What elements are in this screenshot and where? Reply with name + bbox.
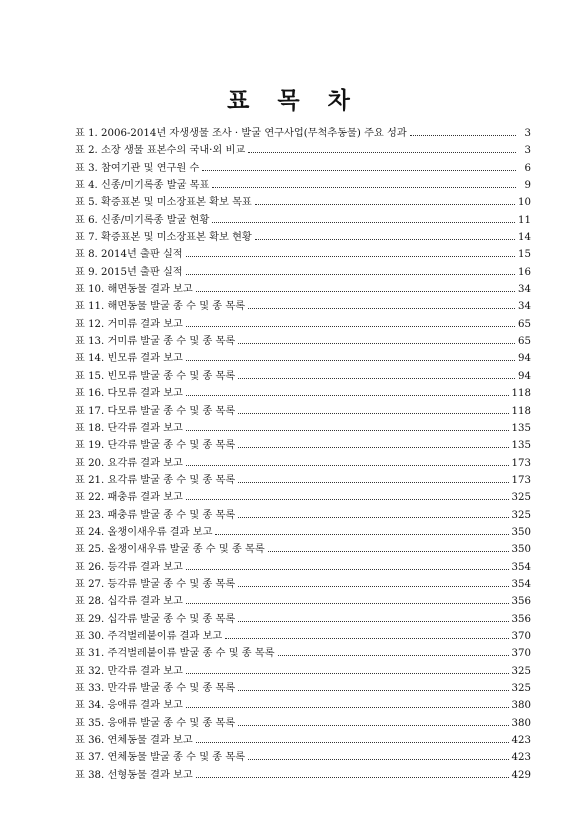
dot-leader bbox=[238, 378, 515, 379]
toc-entry[interactable] bbox=[75, 420, 531, 437]
dot-leader bbox=[238, 586, 508, 587]
toc-entry-label: 표 18. 단각류 결과 보고 bbox=[75, 422, 183, 434]
toc-entry-label: 표 26. 등각류 결과 보고 bbox=[75, 561, 183, 573]
toc-entry-page-number: 9 bbox=[524, 180, 531, 192]
toc-entry-label: 표 32. 만각류 결과 보고 bbox=[75, 665, 183, 677]
toc-entry-label: 표 17. 다모류 발굴 종 수 및 종 목록 bbox=[75, 405, 236, 417]
toc-entry[interactable] bbox=[75, 281, 531, 298]
toc-entry-label: 표 2. 소장 생물 표본수의 국내·외 비교 bbox=[75, 145, 246, 157]
toc-entry[interactable] bbox=[75, 697, 531, 714]
dot-leader bbox=[238, 482, 508, 483]
toc-entry[interactable] bbox=[75, 455, 531, 472]
toc-entry-label: 표 38. 선형동물 결과 보고 bbox=[75, 769, 193, 781]
toc-entry-label: 표 33. 만각류 발굴 종 수 및 종 목록 bbox=[75, 683, 236, 694]
dot-leader bbox=[255, 204, 515, 205]
toc-entry[interactable] bbox=[75, 212, 531, 229]
toc-entry[interactable] bbox=[75, 177, 531, 194]
toc-entry[interactable] bbox=[75, 142, 531, 159]
toc-entry-page-number: 34 bbox=[518, 284, 531, 296]
toc-entry-page-number: 325 bbox=[511, 683, 531, 694]
page-title: 표 목 차 bbox=[227, 87, 360, 114]
toc-entry-page-number: 356 bbox=[511, 613, 531, 625]
toc-entry-label: 표 19. 단각류 발굴 종 수 및 종 목록 bbox=[75, 440, 236, 452]
toc-entry[interactable] bbox=[75, 767, 531, 784]
toc-entry-page-number: 94 bbox=[518, 370, 531, 382]
dot-leader bbox=[186, 360, 515, 361]
dot-leader bbox=[186, 673, 509, 674]
table-of-tables-list bbox=[75, 125, 531, 784]
toc-entry[interactable] bbox=[75, 333, 531, 350]
toc-entry[interactable] bbox=[75, 472, 531, 489]
toc-entry-page-number: 65 bbox=[518, 318, 531, 330]
toc-entry-label: 표 30. 주걱벌레붙이류 결과 보고 bbox=[75, 630, 223, 642]
toc-entry-page-number: 94 bbox=[518, 353, 531, 365]
toc-entry[interactable] bbox=[75, 316, 531, 333]
toc-entry[interactable] bbox=[75, 229, 531, 246]
dot-leader bbox=[248, 759, 509, 760]
toc-entry[interactable] bbox=[75, 298, 531, 315]
dot-leader bbox=[186, 274, 515, 275]
toc-entry[interactable] bbox=[75, 663, 531, 680]
toc-entry-label: 표 34. 응애류 결과 보고 bbox=[75, 700, 183, 712]
toc-entry-page-number: 135 bbox=[511, 440, 531, 452]
toc-entry-label: 표 15. 빈모류 발굴 종 수 및 종 목록 bbox=[75, 370, 236, 382]
toc-entry-page-number: 370 bbox=[511, 630, 531, 642]
dot-leader bbox=[248, 308, 515, 309]
toc-entry-label: 표 12. 거미류 결과 보고 bbox=[75, 318, 183, 330]
toc-entry-label: 표 35. 응애류 발굴 종 수 및 종 목록 bbox=[75, 717, 236, 729]
dot-leader bbox=[212, 222, 515, 223]
toc-entry-page-number: 173 bbox=[511, 457, 531, 469]
toc-entry-page-number: 3 bbox=[524, 128, 531, 139]
dot-leader bbox=[186, 569, 509, 570]
dot-leader bbox=[225, 638, 508, 639]
toc-entry-label: 표 25. 올챙이새우류 발굴 종 수 및 종 목록 bbox=[75, 544, 265, 556]
dot-leader bbox=[186, 256, 515, 257]
toc-entry-label: 표 16. 다모류 결과 보고 bbox=[75, 388, 183, 400]
dot-leader bbox=[215, 534, 508, 535]
toc-entry[interactable] bbox=[75, 437, 531, 454]
toc-entry-page-number: 370 bbox=[511, 648, 531, 660]
toc-entry-label: 표 22. 패충류 결과 보고 bbox=[75, 492, 183, 504]
dot-leader bbox=[186, 499, 509, 500]
dot-leader bbox=[238, 725, 508, 726]
toc-entry-label: 표 31. 주걱벌레붙이류 발굴 종 수 및 종 목록 bbox=[75, 648, 275, 660]
toc-entry-page-number: 15 bbox=[518, 249, 531, 261]
toc-entry-label: 표 37. 연체동물 발굴 종 수 및 종 목록 bbox=[75, 752, 246, 764]
dot-leader bbox=[238, 447, 508, 448]
dot-leader bbox=[212, 187, 516, 188]
toc-entry-label: 표 1. 2006-2014년 자생생물 조사 · 발굴 연구사업(무척추동물) 주요 성과 bbox=[75, 128, 407, 139]
toc-entry[interactable] bbox=[75, 541, 531, 558]
toc-entry[interactable] bbox=[75, 264, 531, 281]
toc-entry-page-number: 65 bbox=[518, 336, 531, 348]
toc-entry-label: 표 23. 패충류 발굴 종 수 및 종 목록 bbox=[75, 509, 236, 521]
toc-entry-label: 표 29. 십각류 발굴 종 수 및 종 목록 bbox=[75, 613, 236, 625]
dot-leader bbox=[196, 742, 509, 743]
toc-entry-label: 표 11. 해면동물 발굴 종 수 및 종 목록 bbox=[75, 301, 246, 313]
toc-entry-label: 표 6. 신종/미기록종 발굴 현황 bbox=[75, 214, 210, 226]
toc-entry-page-number: 354 bbox=[511, 561, 531, 573]
dot-leader bbox=[238, 517, 508, 518]
toc-entry-label: 표 27. 등각류 발굴 종 수 및 종 목록 bbox=[75, 578, 236, 590]
toc-entry[interactable] bbox=[75, 524, 531, 541]
toc-entry-label: 표 10. 해면동물 결과 보고 bbox=[75, 284, 193, 296]
dot-leader bbox=[196, 291, 515, 292]
dot-leader bbox=[186, 430, 509, 431]
dot-leader bbox=[238, 413, 508, 414]
toc-entry[interactable] bbox=[75, 593, 531, 610]
toc-entry-page-number: 350 bbox=[511, 544, 531, 556]
dot-leader bbox=[186, 707, 509, 708]
dot-leader bbox=[196, 777, 509, 778]
dot-leader bbox=[278, 655, 509, 656]
toc-entry-label: 표 9. 2015년 출판 실적 bbox=[75, 266, 183, 278]
toc-entry-page-number: 423 bbox=[511, 735, 531, 747]
toc-entry-label: 표 4. 신종/미기록종 발굴 목표 bbox=[75, 180, 210, 192]
toc-entry[interactable] bbox=[75, 507, 531, 524]
toc-entry[interactable] bbox=[75, 611, 531, 628]
toc-entry-page-number: 6 bbox=[524, 162, 531, 174]
dot-leader bbox=[186, 465, 509, 466]
dot-leader bbox=[238, 621, 508, 622]
toc-entry-page-number: 325 bbox=[511, 492, 531, 504]
toc-entry[interactable] bbox=[75, 559, 531, 576]
toc-entry-label: 표 3. 참여기관 및 연구원 수 bbox=[75, 162, 200, 174]
toc-entry[interactable] bbox=[75, 576, 531, 593]
toc-entry[interactable] bbox=[75, 160, 531, 177]
toc-entry-page-number: 325 bbox=[511, 509, 531, 521]
dot-leader bbox=[186, 395, 509, 396]
toc-entry-page-number: 16 bbox=[518, 266, 531, 278]
dot-leader bbox=[202, 170, 516, 171]
toc-entry-page-number: 356 bbox=[511, 596, 531, 608]
toc-entry-label: 표 36. 연체동물 결과 보고 bbox=[75, 735, 193, 747]
dot-leader bbox=[255, 239, 515, 240]
dot-leader bbox=[268, 551, 509, 552]
toc-entry-page-number: 14 bbox=[518, 232, 531, 244]
toc-entry[interactable] bbox=[75, 489, 531, 506]
toc-entry-page-number: 34 bbox=[518, 301, 531, 313]
toc-entry-label: 표 14. 빈모류 결과 보고 bbox=[75, 353, 183, 365]
toc-entry[interactable] bbox=[75, 246, 531, 263]
toc-entry-label: 표 13. 거미류 발굴 종 수 및 종 목록 bbox=[75, 336, 236, 348]
toc-entry[interactable] bbox=[75, 715, 531, 732]
toc-entry[interactable] bbox=[75, 125, 531, 142]
toc-entry[interactable] bbox=[75, 628, 531, 645]
toc-entry-page-number: 380 bbox=[511, 700, 531, 712]
toc-entry-label: 표 21. 요각류 발굴 종 수 및 종 목록 bbox=[75, 474, 236, 486]
dot-leader bbox=[238, 343, 515, 344]
toc-entry-page-number: 118 bbox=[511, 405, 531, 417]
toc-entry[interactable] bbox=[75, 732, 531, 749]
toc-entry-page-number: 10 bbox=[518, 197, 531, 209]
toc-entry-page-number: 118 bbox=[511, 388, 531, 400]
toc-entry-label: 표 28. 십각류 결과 보고 bbox=[75, 596, 183, 608]
toc-entry[interactable] bbox=[75, 749, 531, 766]
toc-entry-page-number: 423 bbox=[511, 752, 531, 764]
dot-leader bbox=[186, 603, 509, 604]
dot-leader bbox=[238, 690, 508, 691]
toc-entry-page-number: 135 bbox=[511, 422, 531, 434]
toc-entry[interactable] bbox=[75, 403, 531, 420]
toc-entry-page-number: 354 bbox=[511, 578, 531, 590]
toc-entry[interactable] bbox=[75, 350, 531, 367]
dot-leader bbox=[248, 152, 516, 153]
toc-entry[interactable] bbox=[75, 680, 531, 697]
toc-entry-page-number: 325 bbox=[511, 665, 531, 677]
dot-leader bbox=[410, 135, 516, 136]
toc-entry-page-number: 11 bbox=[518, 214, 531, 226]
toc-entry-label: 표 8. 2014년 출판 실적 bbox=[75, 249, 183, 261]
toc-entry-label: 표 20. 요각류 결과 보고 bbox=[75, 457, 183, 469]
toc-entry-label: 표 5. 확증표본 및 미소장표본 확보 목표 bbox=[75, 197, 252, 209]
toc-entry-label: 표 24. 올챙이새우류 결과 보고 bbox=[75, 526, 213, 538]
dot-leader bbox=[186, 326, 515, 327]
toc-entry[interactable] bbox=[75, 194, 531, 211]
toc-entry-page-number: 380 bbox=[511, 717, 531, 729]
toc-entry-page-number: 3 bbox=[524, 145, 531, 157]
toc-entry[interactable] bbox=[75, 385, 531, 402]
toc-entry[interactable] bbox=[75, 645, 531, 662]
toc-entry-page-number: 173 bbox=[511, 474, 531, 486]
toc-entry-page-number: 350 bbox=[511, 526, 531, 538]
toc-entry-page-number: 429 bbox=[511, 769, 531, 781]
toc-entry-label: 표 7. 확증표본 및 미소장표본 확보 현황 bbox=[75, 232, 252, 244]
toc-entry[interactable] bbox=[75, 368, 531, 385]
